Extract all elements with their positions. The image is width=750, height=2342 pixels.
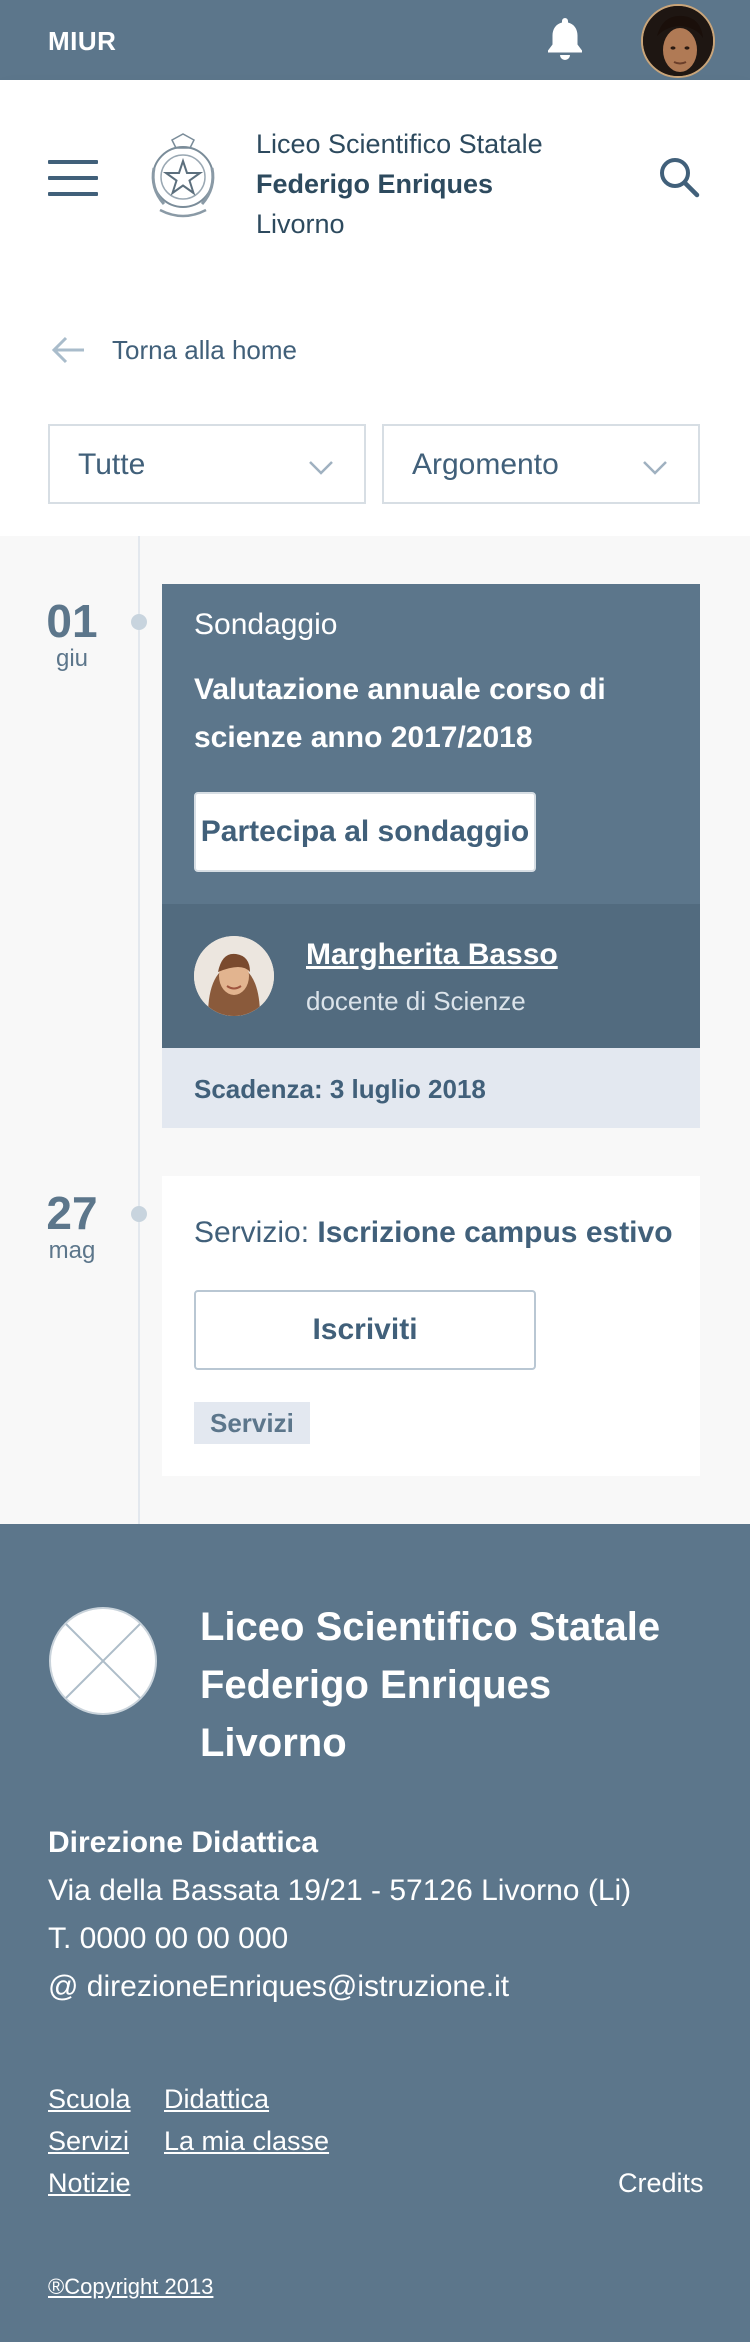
event-month: mag xyxy=(48,1237,96,1264)
service-name: Iscrizione campus estivo xyxy=(317,1216,673,1249)
bell-icon[interactable] xyxy=(540,14,590,64)
service-title[interactable] xyxy=(194,1216,673,1250)
footer-address: Via della Bassata 19/21 - 57126 Livorno (Li) xyxy=(48,1874,632,1907)
footer-email[interactable]: @ direzioneEnriques@istruzione.it xyxy=(48,1970,510,2003)
footer-link-servizi[interactable]: Servizi xyxy=(48,2126,130,2156)
footer-link-notizie[interactable]: Notizie xyxy=(48,2168,131,2198)
timeline-line xyxy=(138,536,140,1524)
school-name-line3: Livorno xyxy=(256,209,345,239)
service-card xyxy=(162,1176,700,1476)
event-day: 27 xyxy=(46,1187,98,1239)
category-tag[interactable]: Servizi xyxy=(194,1402,310,1444)
type-filter-select[interactable] xyxy=(48,424,366,504)
school-name[interactable] xyxy=(256,124,543,244)
search-icon[interactable] xyxy=(656,154,702,200)
topic-filter-value: Argomento xyxy=(412,448,559,481)
back-link-label: Torna alla home xyxy=(112,334,297,365)
arrow-left-icon xyxy=(48,330,88,370)
enroll-button[interactable]: Iscriviti xyxy=(194,1290,536,1370)
school-name-line2: Federigo Enriques xyxy=(256,169,494,199)
author-avatar[interactable] xyxy=(194,936,274,1016)
event-type: Sondaggio xyxy=(194,608,338,641)
participate-survey-button[interactable]: Partecipa al sondaggio xyxy=(194,792,536,872)
topic-filter-select[interactable] xyxy=(382,424,700,504)
deadline-text: Scadenza: 3 luglio 2018 xyxy=(194,1074,486,1104)
event-date xyxy=(40,1188,104,1264)
school-name-line1: Liceo Scientifico Statale xyxy=(256,129,543,159)
footer-link-didattica[interactable]: Didattica xyxy=(164,2084,270,2114)
deadline-bar xyxy=(162,1048,700,1128)
footer-credits-link[interactable]: Credits xyxy=(618,2168,704,2198)
footer-department: Direzione Didattica xyxy=(48,1826,319,1859)
author-name-link[interactable]: Margherita Basso xyxy=(306,938,558,971)
type-filter-value: Tutte xyxy=(78,448,146,481)
site-header xyxy=(0,80,750,280)
event-day: 01 xyxy=(46,595,98,647)
footer-name-line1: Liceo Scientifico Statale xyxy=(200,1605,661,1649)
chevron-down-icon xyxy=(642,460,668,476)
author-role: docente di Scienze xyxy=(306,986,526,1016)
author-block xyxy=(162,904,700,1048)
miur-brand[interactable]: MIUR xyxy=(48,26,117,56)
placeholder-logo-icon xyxy=(48,1606,158,1716)
chevron-down-icon xyxy=(308,460,334,476)
author-face-icon xyxy=(194,936,274,1016)
footer-link-la-mia-classe[interactable]: La mia classe xyxy=(164,2126,330,2156)
user-face-icon xyxy=(643,6,715,78)
event-title[interactable]: Valutazione annuale corso di scienze anno 2017/2018 xyxy=(194,673,606,754)
footer-copyright[interactable]: ®Copyright 2013 xyxy=(48,2274,214,2299)
event-month: giu xyxy=(55,645,89,672)
hamburger-icon[interactable] xyxy=(48,160,98,196)
emblem-icon[interactable] xyxy=(142,130,224,224)
event-date xyxy=(40,596,104,672)
footer-phone: T. 0000 00 00 000 xyxy=(48,1922,289,1955)
timeline-dot xyxy=(131,614,147,630)
top-bar xyxy=(0,0,750,80)
footer-link-scuola[interactable]: Scuola xyxy=(48,2084,131,2114)
footer-name-line3: Livorno xyxy=(200,1721,347,1765)
footer-school-name xyxy=(200,1598,660,1772)
back-to-home-link[interactable] xyxy=(48,330,297,370)
survey-card-body xyxy=(162,584,700,904)
site-footer xyxy=(0,1524,750,2342)
user-avatar[interactable] xyxy=(641,4,715,78)
footer-name-line2: Federigo Enriques xyxy=(200,1663,552,1707)
survey-card xyxy=(162,584,700,1128)
timeline-dot xyxy=(131,1206,147,1222)
service-prefix: Servizio: xyxy=(194,1216,310,1249)
